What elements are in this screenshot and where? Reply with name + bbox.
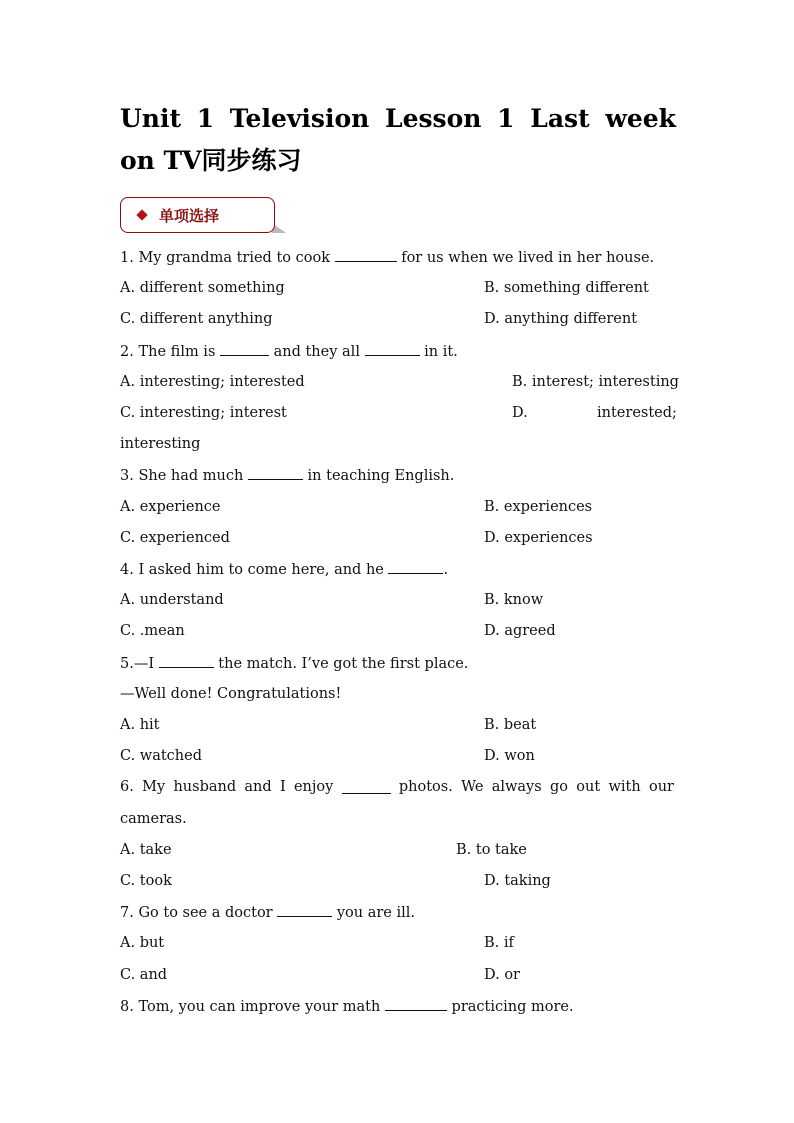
question-4 <box>120 559 448 580</box>
option-c: C. and <box>120 967 168 983</box>
question-word: 6. <box>120 779 134 795</box>
question-text: 3. She had much <box>120 468 248 484</box>
question-text: the match. I’ve got the first place. <box>213 656 469 672</box>
question-text: for us when we lived in her house. <box>396 250 655 266</box>
question-word: out <box>576 779 601 795</box>
question-text: in teaching English. <box>302 468 455 484</box>
question-text: 1. My grandma tried to cook <box>120 250 335 266</box>
option-b: B. know <box>484 592 544 608</box>
option-c: C. took <box>120 873 172 889</box>
question-8 <box>120 996 574 1017</box>
question-word: and <box>244 779 272 795</box>
option-b: B. if <box>484 935 514 951</box>
question-word: with <box>608 779 641 795</box>
option-a: A. take <box>120 842 172 858</box>
question-7 <box>120 902 415 923</box>
answer-blank <box>277 902 332 917</box>
option-b: B. to take <box>456 842 527 858</box>
option-a: A. but <box>120 935 165 951</box>
option-d: D. agreed <box>484 623 556 639</box>
option-b: B. something different <box>484 280 649 296</box>
badge-box <box>120 197 275 233</box>
option-d-label: D. <box>512 405 528 421</box>
question-text: 2. The film is <box>120 344 220 360</box>
question-3 <box>120 465 454 486</box>
answer-blank <box>159 653 214 668</box>
answer-blank <box>388 559 443 574</box>
option-a: A. understand <box>120 592 224 608</box>
answer-blank <box>335 247 397 262</box>
option-c: C. interesting; interest <box>120 405 287 421</box>
answer-blank <box>385 996 447 1011</box>
question-text: . <box>443 562 449 578</box>
question-text: in it. <box>419 344 458 360</box>
section-badge <box>120 197 290 237</box>
question-word: We <box>461 779 484 795</box>
question-word: go <box>549 779 568 795</box>
option-a: A. hit <box>120 717 160 733</box>
option-a: A. different something <box>120 280 285 296</box>
option-c: C. different anything <box>120 311 273 327</box>
option-d: D. experiences <box>484 530 593 546</box>
question-6-continued: cameras. <box>120 811 187 827</box>
question-text: 5.—I <box>120 656 159 672</box>
question-word: our <box>648 779 674 795</box>
question-text: 8. Tom, you can improve your math <box>120 999 385 1015</box>
answer-blank <box>365 341 420 356</box>
diamond-icon <box>136 209 147 220</box>
option-d: D. taking <box>484 873 551 889</box>
page-title: Unit 1 Television Lesson 1 Last week on TV同步练习 <box>120 104 676 175</box>
question-text: you are ill. <box>332 905 416 921</box>
option-d: D. won <box>484 748 535 764</box>
option-c: C. experienced <box>120 530 230 546</box>
section-label: 单项选择 <box>159 207 220 225</box>
answer-blank <box>220 341 269 356</box>
question-5 <box>120 653 468 674</box>
question-6 <box>120 777 674 797</box>
answer-blank <box>248 465 303 480</box>
option-b: B. experiences <box>484 499 593 515</box>
option-a: A. experience <box>120 499 221 515</box>
option-b: B. interest; interesting <box>512 374 679 390</box>
option-b: B. beat <box>484 717 537 733</box>
option-c: C. watched <box>120 748 203 764</box>
question-text: 4. I asked him to come here, and he <box>120 562 389 578</box>
question-word: always <box>491 779 542 795</box>
question-text: and they all <box>269 344 365 360</box>
question-word: husband <box>173 779 237 795</box>
option-d-text-wrap: interesting <box>120 436 201 452</box>
question-text: 7. Go to see a doctor <box>120 905 278 921</box>
question-1 <box>120 247 654 268</box>
question-word: I <box>279 779 286 795</box>
question-word: photos. <box>398 779 453 795</box>
option-c: C. .mean <box>120 623 185 639</box>
option-d-text: interested; <box>597 405 677 421</box>
question-text: practicing more. <box>446 999 574 1015</box>
question-2 <box>120 341 458 362</box>
question-word: enjoy <box>293 779 334 795</box>
question-word: My <box>142 779 166 795</box>
option-d: D. anything different <box>484 311 638 327</box>
option-a: A. interesting; interested <box>120 374 305 390</box>
option-d: D. or <box>484 967 520 983</box>
question-5-reply: —Well done! Congratulations! <box>120 686 342 702</box>
answer-blank <box>342 779 391 794</box>
